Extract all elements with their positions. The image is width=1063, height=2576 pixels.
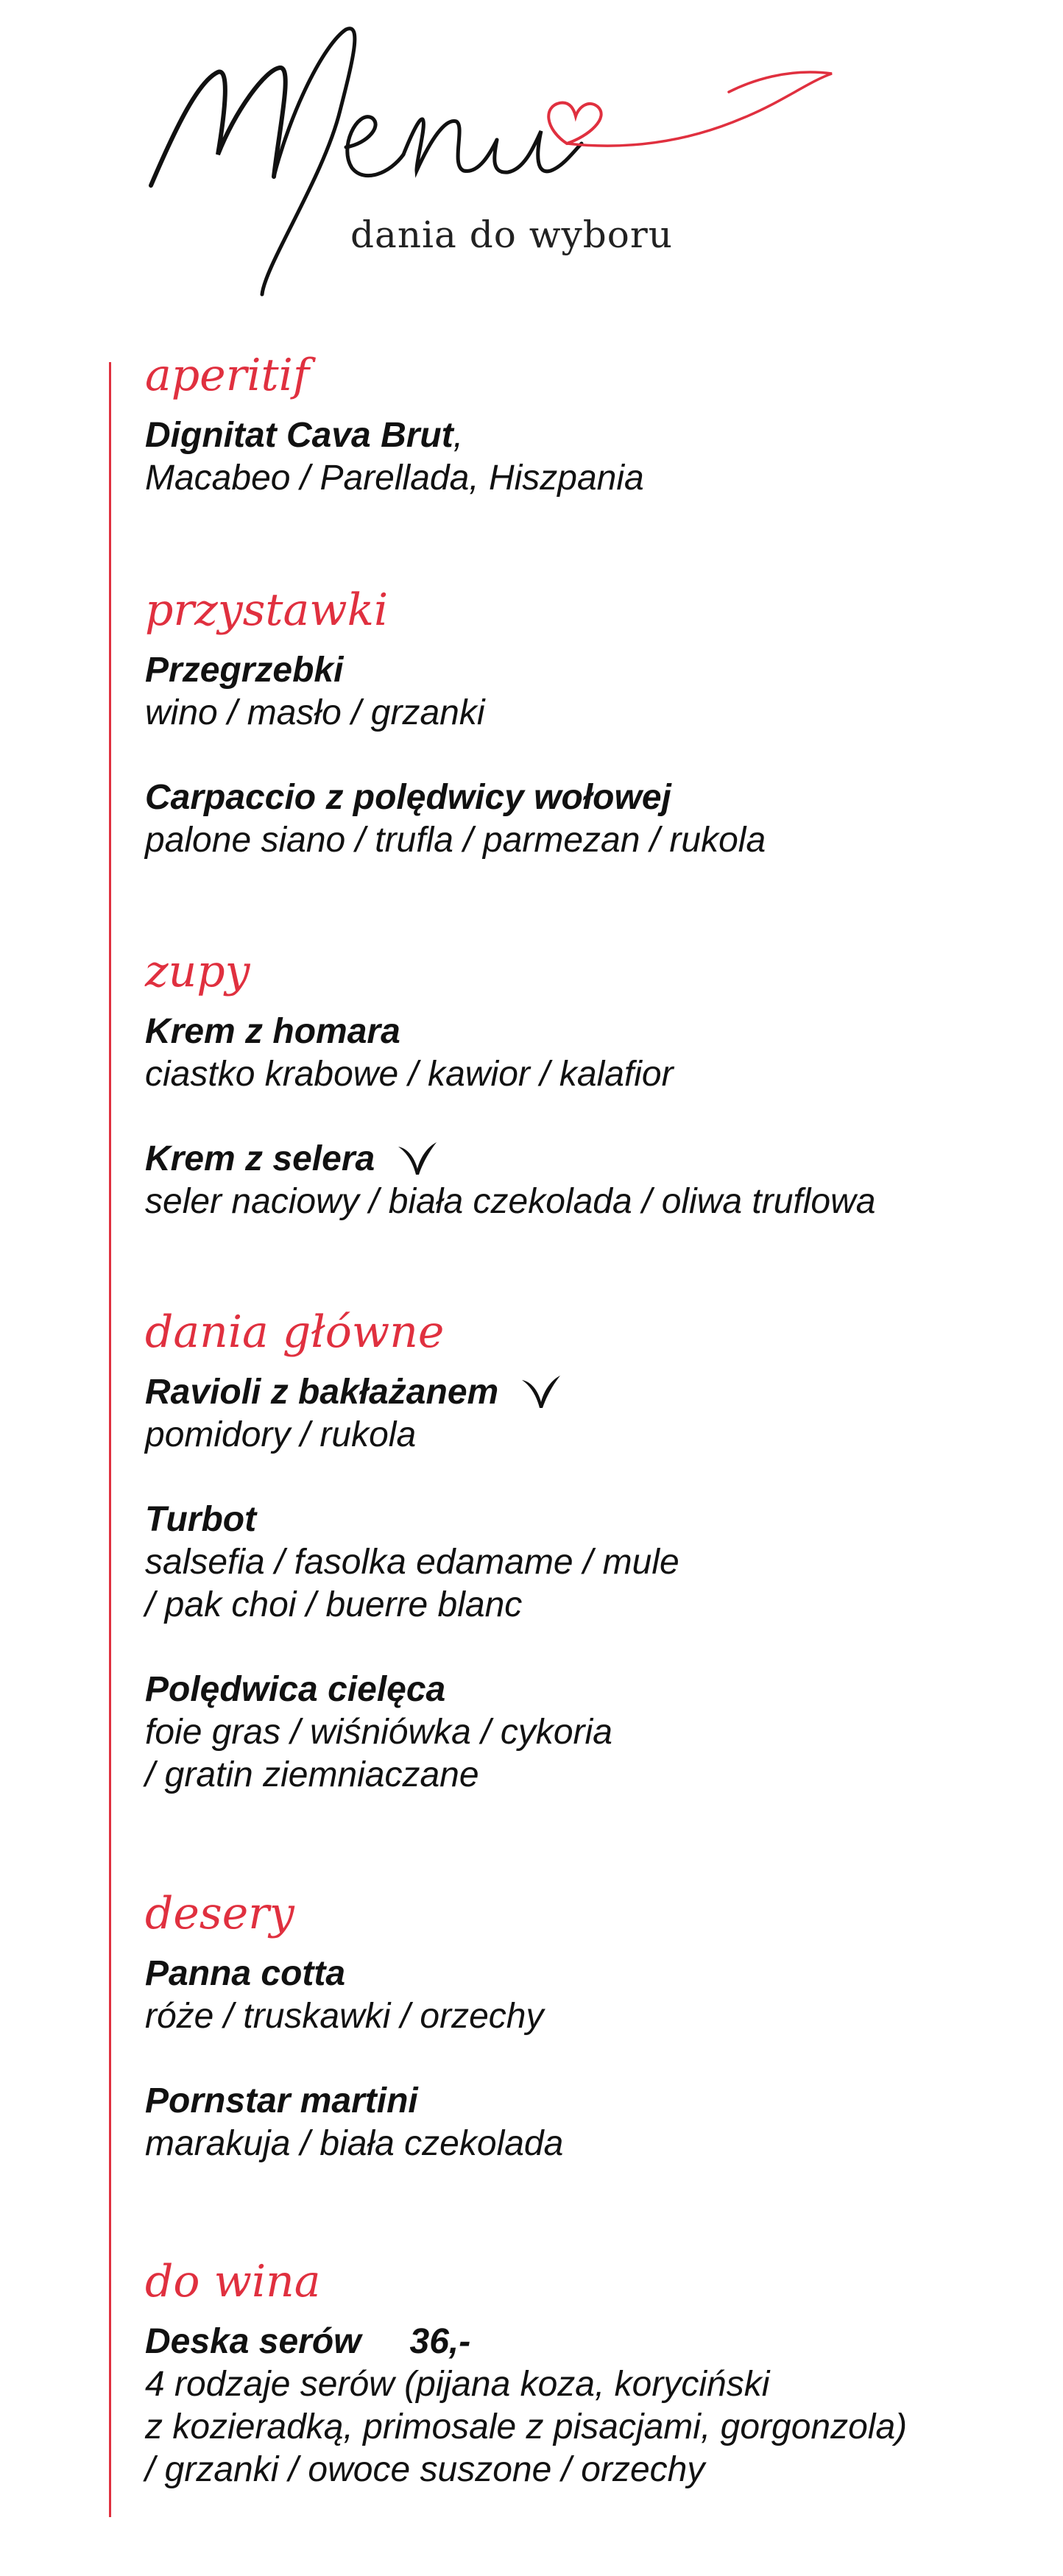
dish-item (145, 776, 1014, 862)
dish-name: Panna cotta (145, 1954, 346, 1993)
dish-name: Krem z homara (145, 1012, 400, 1051)
dish-item (145, 1011, 1014, 1096)
dish-description: foie gras / wiśniówka / cykoria / gratin ziemniaczane (145, 1713, 612, 1794)
section-do-wina (145, 2256, 1014, 2533)
section-zupy (145, 946, 1014, 1265)
dish-description: pomidory / rukola (145, 1415, 417, 1454)
dish-name: Dignitat Cava Brut (145, 416, 453, 455)
dish-item (145, 2321, 1014, 2491)
dish-name: Ravioli z bakłażanem (145, 1373, 499, 1412)
section-title: przystawki (145, 584, 389, 636)
accent-divider-line (109, 362, 111, 2517)
dish-item (145, 649, 1014, 735)
menu-subtitle: dania do wyboru (350, 213, 673, 256)
section-title: do wina (145, 2256, 321, 2307)
section-title: desery (145, 1888, 294, 1939)
dish-description: salsefia / fasolka edamame / mule / pak choi / buerre blanc (145, 1543, 679, 1624)
leaf-icon (520, 1374, 562, 1411)
dish-name: Carpaccio z polędwicy wołowej (145, 778, 671, 817)
dish-description: palone siano / trufla / parmezan / rukola (145, 821, 766, 860)
menu-script-logo (0, 0, 1063, 316)
section-aperitif (145, 350, 1014, 542)
dish-name: Krem z selera (145, 1139, 375, 1178)
dish-item (145, 414, 1014, 500)
dish-item (145, 1498, 1014, 1627)
section-title: dania główne (145, 1306, 445, 1358)
menu-header (0, 0, 1063, 316)
dish-name: Przegrzebki (145, 651, 344, 690)
heart-icon (548, 103, 601, 144)
section-title: zupy (145, 946, 250, 997)
section-dania-glowne (145, 1306, 1014, 1839)
dish-name: Turbot (145, 1500, 257, 1539)
dish-price: 36,- (409, 2322, 471, 2361)
dish-name-suffix: , (453, 416, 464, 455)
dish-item (145, 1953, 1014, 2038)
dish-item (145, 2080, 1014, 2165)
dish-item (145, 1138, 1014, 1223)
dish-description: marakuja / biała czekolada (145, 2124, 564, 2163)
dish-name: Pornstar martini (145, 2081, 418, 2120)
dish-item (145, 1371, 1014, 1457)
section-przystawki (145, 584, 1014, 904)
dish-description: 4 rodzaje serów (pijana koza, koryciński z kozieradką, primosale z pisacjami, gorgonzola) / grzanki / owoce suszone / orzechy (145, 2365, 908, 2489)
dish-name: Deska serów (145, 2322, 361, 2361)
dish-name: Polędwica cielęca (145, 1670, 446, 1709)
dish-description: wino / masło / grzanki (145, 693, 485, 732)
dish-description: ciastko krabowe / kawior / kalafior (145, 1055, 674, 1094)
dish-description: róże / truskawki / orzechy (145, 1997, 544, 2036)
dish-description: seler naciowy / biała czekolada / oliwa truflowa (145, 1182, 876, 1221)
dish-item (145, 1669, 1014, 1797)
section-desery (145, 1888, 1014, 2207)
section-title: aperitif (145, 350, 310, 401)
dish-description: Macabeo / Parellada, Hiszpania (145, 459, 644, 498)
leaf-icon (397, 1141, 438, 1178)
